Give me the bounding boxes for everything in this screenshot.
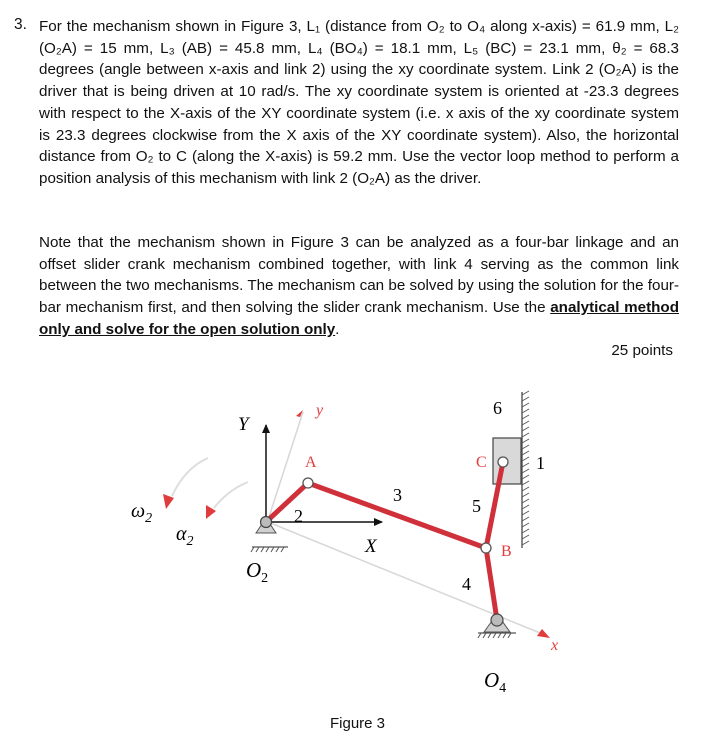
- problem-statement: For the mechanism shown in Figure 3, L₁ (distance from O₂ to O₄ along x-axis) = 61.9 mm, L₂ (O₂A) = 15 mm, L₃ (AB) = 45.8 mm, L₄ (BO₄) = 18.1 mm, L₅ (BC) = 23.1 mm, θ₂ = 68.3 degrees (angle between x-axis and link 2) using the xy coordinate system. Link 2 (O₂A) is the driver that is being driven at 10 rad/s. The xy coordinate system is oriented at -23.3 degrees with respect to the X-axis of the XY coordinate system (i.e. x axis of the xy coordinate system is 23.3 degrees clockwise from the X axis of the XY coordinate system). Also, the horizontal distance from O₂ to C (along the X-axis) is 59.2 mm. Use the vector loop method to perform a position analysis of this mechanism with link 2 (O₂A) as the driver.: [39, 18, 679, 187]
- pivot-o4: [478, 614, 516, 638]
- label-O2: $O_2$: [246, 558, 269, 586]
- ground-o2: [251, 547, 288, 552]
- slider-wall: [522, 391, 529, 548]
- label-local-x: x: [551, 637, 559, 654]
- local-x-arrowhead: [537, 629, 550, 638]
- alpha-arrow: [214, 482, 248, 508]
- points-label: 25 points: [611, 342, 673, 359]
- note-emphasis: analytical method only and solve for the open solution only: [39, 299, 679, 338]
- label-joint-A: A: [305, 454, 317, 471]
- label-link-1: 1: [536, 453, 545, 473]
- question-number: 3.: [14, 16, 27, 33]
- label-omega: $\omega_2$: [131, 500, 153, 526]
- label-local-y: y: [316, 402, 324, 419]
- note-end: .: [335, 320, 340, 338]
- figure-caption: Figure 3: [329, 715, 386, 732]
- problem-note: [39, 232, 679, 341]
- note-text: Note that the mechanism shown in Figure 3 can be analyzed as a four-bar linkage and an offset slider crank mechanism combined together, with link 4 serving as the common link between the two mechanisms. The mechanism can be solved by using the solution for the four-bar mechanism first, and then solving the slider crank mechanism. Use the: [39, 234, 679, 317]
- mechanism-figure: [0, 370, 715, 715]
- joint-a: [303, 478, 313, 488]
- omega-arrow: [172, 458, 208, 496]
- label-global-X: X: [365, 536, 377, 557]
- label-link-4: 4: [462, 574, 471, 594]
- joint-b: [481, 543, 491, 553]
- joint-c: [498, 457, 508, 467]
- label-link-2: 2: [294, 506, 303, 526]
- label-link-3: 3: [393, 485, 402, 505]
- local-x-axis: [268, 522, 545, 635]
- omega-arrowhead: [163, 494, 174, 509]
- label-alpha: $\alpha_2$: [176, 523, 194, 549]
- label-O4: $O_4$: [484, 668, 507, 696]
- label-link-5: 5: [472, 496, 481, 516]
- link-4: [486, 548, 497, 620]
- label-joint-C: C: [476, 454, 487, 471]
- label-joint-B: B: [501, 543, 512, 560]
- label-link-6: 6: [493, 398, 502, 418]
- label-global-Y: Y: [238, 414, 249, 435]
